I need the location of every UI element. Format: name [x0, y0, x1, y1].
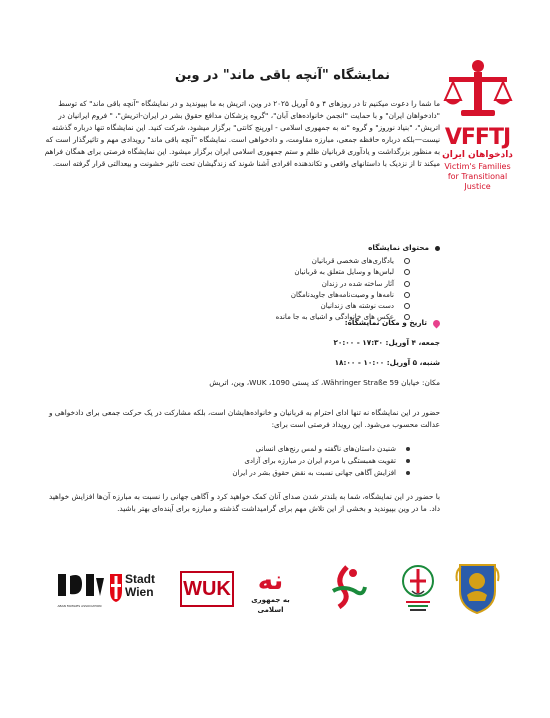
- circle-bullet-icon: [404, 281, 410, 287]
- list-item: لباس‌ها و وسایل متعلق به قربانیان: [160, 267, 410, 278]
- scales-of-justice-icon: [443, 55, 513, 125]
- list-item: عکس های خانوادگی و اشیای به جا مانده: [160, 312, 410, 323]
- partner-logos: [0, 555, 550, 625]
- bullet-icon: [406, 447, 410, 451]
- lion-emblem-icon: [455, 561, 500, 615]
- wuk-logo: [180, 571, 234, 607]
- circle-bullet-icon: [404, 258, 410, 264]
- closing-paragraph: با حضور در این نمایشگاه، شما به بلندتر شدن صدای آنان کمک خواهید کرد و آگاهی جهانی را نسبت به مبارزه آن‌ها افزایش خواهید داد. ما در وین بپیوندید و بخشی از این تلاش مهم برای گرامیداشت گذشته و مبارزه برای آینده‌ای بهتر باشید.: [48, 492, 440, 513]
- page-title: نمایشگاه "آنچه باقی ماند" در وین: [174, 68, 390, 83]
- bullet-icon: [435, 246, 440, 251]
- aban-families-logo: [52, 570, 107, 608]
- logo-abbreviation: VFFTJ: [444, 125, 511, 150]
- logo-english-line-2: for Transitional: [447, 172, 508, 181]
- stadt-line-1: Stadt: [125, 572, 155, 586]
- aban-caption: ABAN FAMILIES ASSOCIATION: [57, 604, 102, 608]
- circle-bullet-icon: [404, 292, 410, 298]
- bullet-icon: [406, 459, 410, 463]
- na-logo-subtitle: به جمهوری اسلامی: [251, 596, 290, 614]
- logo-persian-name: دادخواهان ایران: [442, 150, 513, 160]
- intro-paragraph: ما شما را دعوت میکنیم تا در روزهای ۴ و ۵ آوریل ۲۰۲۵ در وین، اتریش به ما بپیوندید و در نمایشگاه "آنچه باقی ماند" که توسط "دادخواهان ایران" و با حمایت "انجمن خانواده‌های آبان"، "گروه پزشکان مدافع حقوق بشر در ایران-اتریش"، " فروم ایرانیان در اتریش"، "بنیاد نوروز" و گروه "نه به جمهوری اسلامی - اورپنج کانتی" برگزار میشود، شرکت کنید. این نمایشگاه تنها درباره گذشته نیست—بلکه درباره حافظه جمعی، مبارزه مقاومت، و دادخواهی است. نمایشگاه "آنچه باقی ماند" رویدادی مهم و تاثیرگذار است که به منظور بزرگداشت و یادآوری قربانیان ظلم و ستم جمهوری اسلامی ایران برگزار میشود. این نمایشگاه فرصتی برای همگان فراهم میکند تا از نزدیک با داستانهای واقعی و تکاندهنده افرادی آشنا شوند که زندگیشان تحت تاثیر خشونت و بیعدالتی قرار گرفته است.: [44, 99, 440, 168]
- content-heading-text: محتوای نمایشگاه: [368, 243, 429, 252]
- location-pin-icon: [432, 318, 442, 328]
- vfftj-logo: [430, 55, 525, 192]
- list-item: آثار ساخته شده در زندان: [160, 279, 410, 290]
- vienna-shield-icon: [109, 573, 123, 603]
- na-logo-text: نه: [257, 566, 284, 596]
- participation-paragraph: حضور در این نمایشگاه نه تنها ادای احترام به قربانیان و خانواده‌هایشان است، بلکه مشارکت در یک حرکت جمعی برای دادخواهی و عدالت محسوب می‌شود. این رویداد فرصتی است برای:: [48, 408, 440, 429]
- schedule-day-1: جمعه، ۴ آوریل: ۱۷:۳۰ - ۲۰:۰۰: [333, 338, 440, 347]
- schedule-day-2: شنبه، ۵ آوریل: ۱۰:۰۰ - ۱۸:۰۰: [334, 358, 440, 367]
- bullet-icon: [406, 471, 410, 475]
- logo-english-line-1: Victim's Families: [444, 162, 511, 171]
- ribbon-hand-logo: [325, 563, 370, 611]
- no-to-islamic-republic-logo: [238, 567, 303, 613]
- wuk-text: WUK: [183, 578, 231, 600]
- doctors-human-rights-logo: [398, 563, 438, 613]
- list-item: دست نوشته های زندانیان: [160, 301, 410, 312]
- ribbon-hand-icon: [325, 563, 370, 611]
- iranian-forum-logo: [455, 561, 500, 615]
- logo-english-line-3: Justice: [464, 182, 491, 191]
- list-item: شنیدن داستان‌های ناگفته و لمس رنج‌های انسانی: [110, 443, 410, 455]
- list-item: افزایش آگاهی جهانی نسبت به نقض حقوق بشر در ایران: [110, 467, 410, 479]
- schedule-location: مکان: خیابان Währinger Straße 59، کد پستی 1090، WUK، وین، اتریش: [209, 378, 440, 387]
- stadt-line-2: Wien: [125, 585, 154, 599]
- aban-emblem-icon: [52, 570, 107, 600]
- circle-bullet-icon: [404, 269, 410, 275]
- stadt-wien-logo: [107, 569, 167, 605]
- list-item: یادگاری‌های شخصی قربانیان: [160, 256, 410, 267]
- schedule-heading-text: تاریخ و مکان نمایشگاه:: [344, 318, 427, 327]
- content-heading: [40, 243, 440, 252]
- schedule-heading: [40, 318, 440, 327]
- medical-emblem-icon: [398, 563, 438, 613]
- goals-list: [110, 443, 410, 479]
- circle-bullet-icon: [404, 303, 410, 309]
- list-item: نامه‌ها و وصیت‌نامه‌های جاویدنامگان: [160, 290, 410, 301]
- list-item: تقویت همبستگی با مردم ایران در مبارزه برای آزادی: [110, 455, 410, 467]
- content-list: [160, 256, 410, 324]
